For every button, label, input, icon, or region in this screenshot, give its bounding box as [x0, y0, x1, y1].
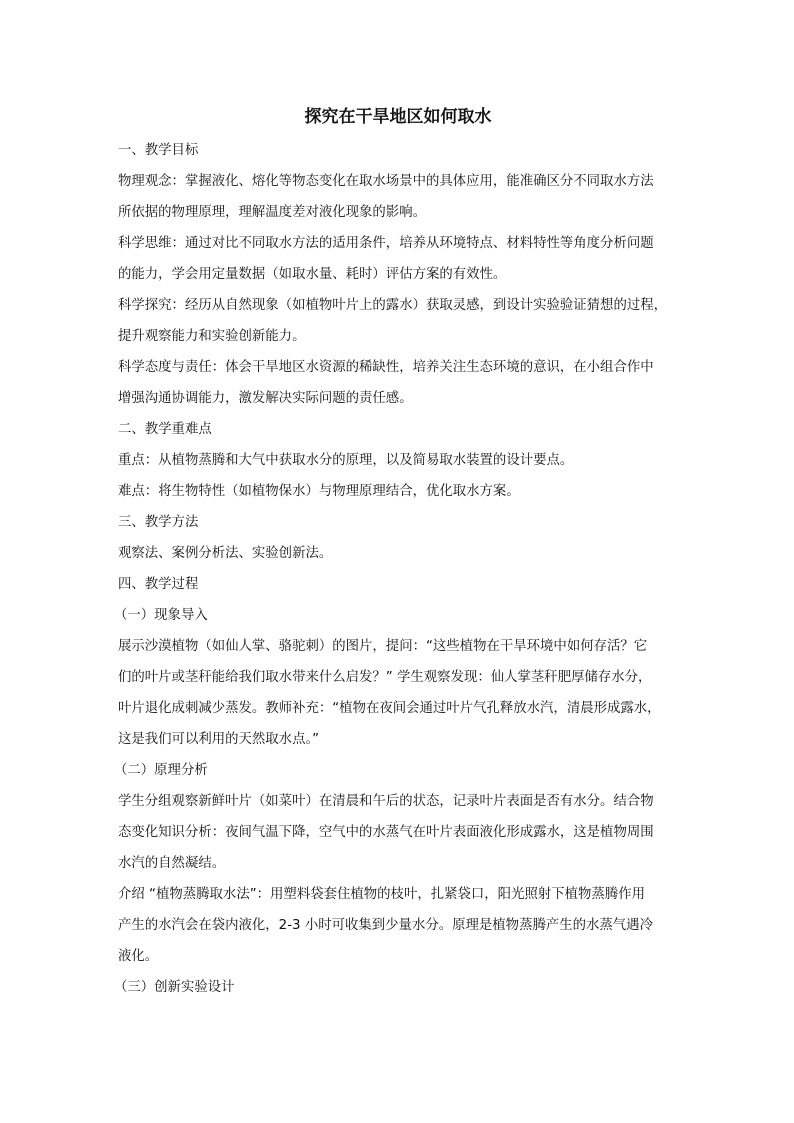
- paragraph-scientific-inquiry: 科学探究：经历从自然现象（如植物叶片上的露水）获取灵感，到设计实验验证猜想的过程， 提升观察能力和实验创新能力。: [118, 298, 668, 344]
- subheading-innovative-experiment: （三）创新实验设计: [114, 980, 235, 995]
- paragraph-methods: 观察法、案例分析法、实验创新法。: [118, 546, 333, 561]
- section-heading-key-points: 二、教学重难点: [118, 422, 212, 437]
- paragraph-difficulty: 难点：将生物特性（如植物保水）与物理原理结合，优化取水方案。: [118, 484, 520, 499]
- subheading-principle-analysis: （二）原理分析: [114, 763, 208, 778]
- document-title: 探究在干旱地区如何取水: [304, 107, 492, 127]
- paragraph-principle-observation: 学生分组观察新鲜叶片（如菜叶）在清晨和午后的状态，记录叶片表面是否有水分。结合物 态变化知识分析：夜间气温下降，空气中的水蒸气在叶片表面液化形成露水，这是植物周围 水汽的自然凝结。: [118, 794, 654, 871]
- section-heading-process: 四、教学过程: [118, 577, 199, 592]
- section-heading-methods: 三、教学方法: [118, 515, 199, 530]
- section-heading-objectives: 一、教学目标: [118, 143, 199, 158]
- subheading-phenomenon-intro: （一）现象导入: [114, 608, 208, 623]
- paragraph-key-point: 重点：从植物蒸腾和大气中获取水分的原理，以及简易取水装置的设计要点。: [118, 453, 574, 468]
- paragraph-physics-concept: 物理观念：掌握液化、熔化等物态变化在取水场景中的具体应用，能准确区分不同取水方法 所依据的物理原理，理解温度差对液化现象的影响。: [118, 174, 654, 220]
- paragraph-phenomenon-intro: 展示沙漠植物（如仙人掌、骆驼刺）的图片，提问：“这些植物在干旱环境中如何存活？它 们的叶片或茎秆能给我们取水带来什么启发？” 学生观察发现：仙人掌茎秆肥厚储存水分， 叶片退化成刺减少蒸发。教师补充：“植物在夜间会通过叶片气孔释放水汽，清晨形成露水， 这是我们可以利用的天然取水点。”: [118, 639, 661, 747]
- paragraph-transpiration-method: 介绍 “植物蒸腾取水法”：用塑料袋套住植物的枝叶，扎紧袋口，阳光照射下植物蒸腾作用 产生的水汽会在袋内液化，2-3 小时可收集到少量水分。原理是植物蒸腾产生的水蒸气遇冷 液化。: [118, 887, 653, 964]
- paragraph-scientific-thinking: 科学思维：通过对比不同取水方法的适用条件，培养从环境特点、材料特性等角度分析问题 的能力，学会用定量数据（如取水量、耗时）评估方案的有效性。: [118, 236, 654, 282]
- paragraph-attitude-responsibility: 科学态度与责任：体会干旱地区水资源的稀缺性，培养关注生态环境的意识，在小组合作中 增强沟通协调能力，激发解决实际问题的责任感。: [118, 360, 654, 406]
- document-page: [114, 101, 678, 1003]
